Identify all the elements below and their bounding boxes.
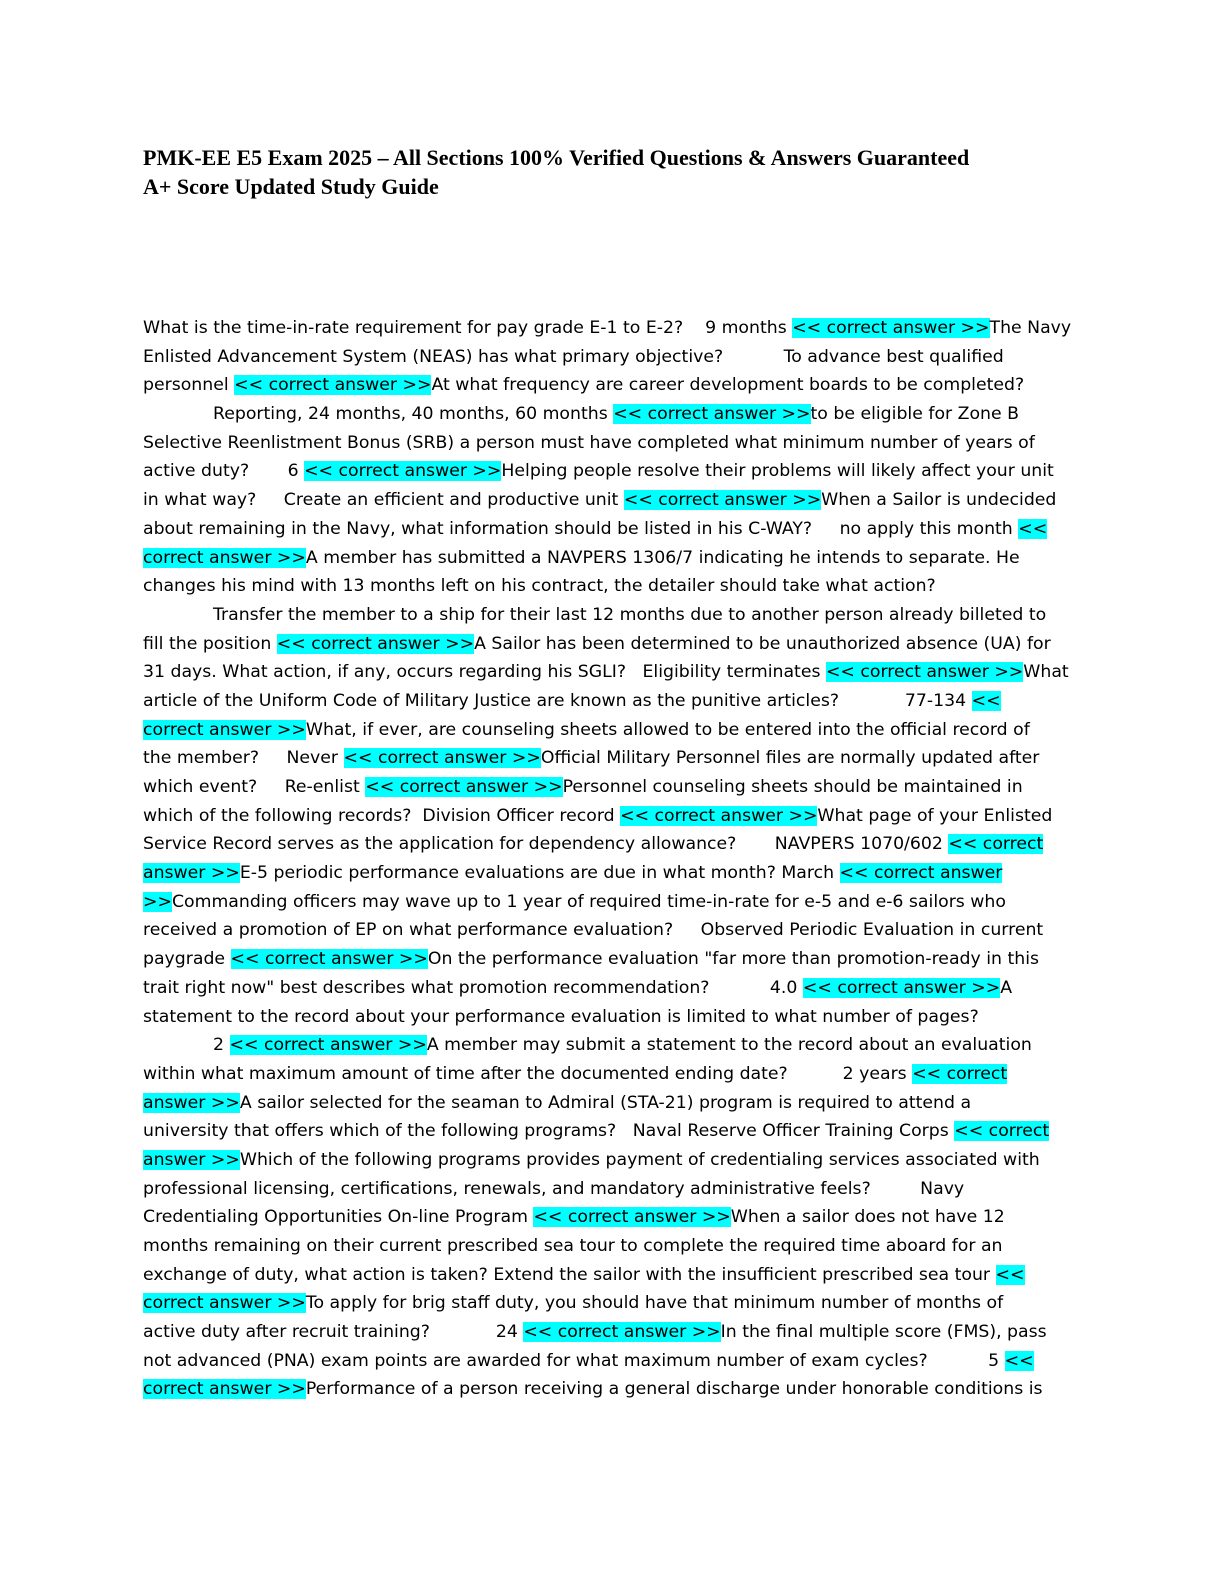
body-text-segment: Performance of a person receiving a general discharge under honorable conditions is	[305, 1379, 1043, 1400]
body-text-segment: What is the time-in-rate requirement for pay grade E-1 to E-2? 9 months	[143, 318, 793, 338]
body-line	[143, 974, 1078, 1003]
answer-marker-highlight: << correct answer >>	[234, 375, 432, 396]
body-line	[143, 773, 1078, 802]
body-line	[143, 1060, 1078, 1089]
body-line	[143, 343, 1078, 372]
answer-marker-highlight: << correct answer >>	[620, 805, 818, 826]
body-text-segment: 31 days. What action, if any, occurs regarding his SGLI? Eligibility terminates	[143, 662, 826, 683]
body-text-segment: Commanding officers may wave up to 1 year of required time-in-rate for e-5 and e-6 sailors who	[171, 891, 1006, 912]
body-line	[143, 1031, 1078, 1060]
answer-marker-highlight: << correct answer >>	[523, 1322, 721, 1343]
body-text-segment: about remaining in the Navy, what information should be listed in his C-WAY? no apply this month	[143, 518, 1019, 539]
body-line	[143, 314, 1078, 343]
body-line	[143, 400, 1078, 429]
body-text-segment: trait right now" best describes what promotion recommendation? 4.0	[143, 977, 803, 998]
body-text-segment: Reporting, 24 months, 40 months, 60 months	[213, 404, 614, 425]
body-line	[143, 515, 1078, 544]
body-line	[143, 429, 1078, 458]
answer-marker-highlight: << correct answer >>	[230, 949, 428, 970]
body-line	[143, 1003, 1078, 1032]
answer-marker-highlight: <<	[995, 1264, 1025, 1285]
body-text-segment: paygrade	[143, 949, 231, 970]
body-line	[143, 1261, 1078, 1290]
body-text-segment: Service Record serves as the application for dependency allowance? NAVPERS 1070/602	[143, 834, 949, 855]
body-text-segment: What	[1023, 662, 1069, 683]
body-text-segment: To apply for brig staff duty, you should have that minimum number of months of	[305, 1293, 1004, 1314]
body-text-segment: which event? Re-enlist	[143, 777, 366, 797]
answer-marker-highlight: << correct answer >>	[802, 977, 1001, 998]
answer-marker-highlight: << correct answer >>	[343, 748, 541, 769]
body-text-segment: A	[1000, 977, 1013, 998]
body-line	[143, 1289, 1078, 1318]
body-line	[143, 744, 1078, 773]
body-text-segment: Selective Reenlistment Bonus (SRB) a person must have completed what minimum number of years of	[143, 432, 1035, 453]
body-text-segment: A Sailor has been determined to be unauthorized absence (UA) for	[474, 633, 1051, 654]
body-line	[143, 371, 1078, 400]
body-text-segment: received a promotion of EP on what performance evaluation? Observed Periodic Evaluation in current	[143, 920, 1044, 941]
body-line	[143, 945, 1078, 974]
body-text-segment: changes his mind with 13 months left on his contract, the detailer should take what action?	[143, 576, 936, 597]
answer-marker-highlight: <<	[971, 690, 1001, 711]
answer-marker-highlight: correct answer >>	[143, 547, 306, 568]
body-text-segment: Credentialing Opportunities On-line Program	[143, 1207, 534, 1228]
body-line	[143, 544, 1078, 573]
body-text-segment: A member has submitted a NAVPERS 1306/7 indicating he intends to separate. He	[305, 547, 1020, 568]
answer-marker-highlight: answer >>	[143, 1149, 240, 1170]
body-text-segment: A member may submit a statement to the record about an evaluation	[426, 1035, 1032, 1056]
body-text-segment: On the performance evaluation "far more than promotion-ready in this	[427, 949, 1040, 970]
body-line	[143, 1175, 1078, 1204]
body-line	[143, 1375, 1078, 1404]
body-line	[143, 572, 1078, 601]
answer-marker-highlight: << correct	[912, 1063, 1008, 1084]
body-line	[143, 687, 1078, 716]
body-text-segment: not advanced (PNA) exam points are awarded for what maximum number of exam cycles? 5	[143, 1350, 1005, 1371]
qa-body-text	[143, 314, 1078, 1404]
answer-marker-highlight: << correct answer >>	[825, 662, 1024, 683]
body-text-segment: to be eligible for Zone B	[810, 404, 1019, 425]
body-text-segment: The Navy	[989, 318, 1072, 338]
answer-marker-highlight: correct answer >>	[143, 719, 306, 740]
body-text-segment: exchange of duty, what action is taken? Extend the sailor with the insufficient prescribed sea tour	[143, 1264, 996, 1285]
title-line-1: PMK-EE E5 Exam 2025 – All Sections 100% Verified Questions & Answers Guaranteed	[143, 145, 970, 170]
answer-marker-highlight: correct answer >>	[143, 1293, 306, 1314]
body-line	[143, 1318, 1078, 1347]
body-line	[143, 1089, 1078, 1118]
answer-marker-highlight: << correct answer	[839, 863, 1003, 884]
answer-marker-highlight: answer >>	[143, 863, 240, 884]
answer-marker-highlight: correct answer >>	[143, 1379, 306, 1400]
body-line	[143, 802, 1078, 831]
body-line	[143, 630, 1078, 659]
body-text-segment: What, if ever, are counseling sheets allowed to be entered into the official record of	[305, 719, 1030, 740]
body-text-segment: A sailor selected for the seaman to Admiral (STA-21) program is required to attend a	[239, 1092, 972, 1113]
answer-marker-highlight: >>	[143, 891, 172, 912]
body-text-segment: personnel	[143, 375, 235, 396]
answer-marker-highlight: << correct	[954, 1121, 1050, 1142]
answer-marker-highlight: <<	[1018, 518, 1048, 539]
answer-marker-highlight: <<	[1004, 1350, 1034, 1371]
body-text-segment: in what way? Create an efficient and productive unit	[143, 490, 624, 511]
body-text-segment: When a sailor does not have 12	[730, 1207, 1005, 1228]
answer-marker-highlight: answer >>	[143, 1092, 240, 1113]
answer-marker-highlight: << correct answer >>	[613, 404, 811, 425]
body-line	[143, 457, 1078, 486]
body-line	[143, 1347, 1078, 1376]
body-line	[143, 1203, 1078, 1232]
body-text-segment: 2	[213, 1035, 230, 1056]
body-line	[143, 830, 1078, 859]
answer-marker-highlight: << correct answer >>	[276, 633, 475, 654]
answer-marker-highlight: << correct answer >>	[304, 461, 502, 482]
body-line	[143, 601, 1078, 630]
body-text-segment: What page of your Enlisted	[817, 805, 1053, 826]
body-text-segment: Official Military Personnel files are normally updated after	[540, 748, 1040, 769]
body-text-segment: Helping people resolve their problems will likely affect your unit	[501, 461, 1054, 482]
body-text-segment: In the final multiple score (FMS), pass	[720, 1322, 1047, 1343]
body-text-segment: When a Sailor is undecided	[821, 490, 1057, 511]
body-text-segment: Which of the following programs provides payment of credentialing services associated with	[239, 1149, 1040, 1170]
body-line	[143, 716, 1078, 745]
answer-marker-highlight: << correct answer >>	[365, 777, 563, 797]
body-text-segment: active duty? 6	[143, 461, 305, 482]
body-text-segment: Personnel counseling sheets should be maintained in	[562, 777, 1023, 797]
answer-marker-highlight: << correct answer >>	[623, 490, 822, 511]
body-text-segment: which of the following records? Division Officer record	[143, 805, 621, 826]
body-text-segment: Enlisted Advancement System (NEAS) has what primary objective? To advance best qualified	[143, 346, 1004, 367]
body-line	[143, 916, 1078, 945]
body-text-segment: months remaining on their current prescribed sea tour to complete the required time aboard for an	[143, 1236, 1003, 1256]
answer-marker-highlight: << correct answer >>	[533, 1207, 731, 1228]
body-text-segment: university that offers which of the following programs? Naval Reserve Officer Training Corps	[143, 1121, 955, 1142]
body-line	[143, 486, 1078, 515]
document-title	[143, 143, 1103, 201]
body-line	[143, 1146, 1078, 1175]
body-line	[143, 658, 1078, 687]
body-text-segment: fill the position	[143, 633, 277, 654]
title-line-2: A+ Score Updated Study Guide	[143, 174, 439, 199]
body-text-segment: At what frequency are career development boards to be completed?	[431, 375, 1025, 396]
body-text-segment: the member? Never	[143, 748, 344, 769]
body-line	[143, 859, 1078, 888]
answer-marker-highlight: << correct answer >>	[229, 1035, 427, 1056]
body-text-segment: professional licensing, certifications, renewals, and mandatory administrative feels? Navy	[143, 1178, 965, 1199]
body-line	[143, 1232, 1078, 1261]
body-line	[143, 888, 1078, 917]
answer-marker-highlight: << correct answer >>	[792, 318, 990, 338]
body-line	[143, 1117, 1078, 1146]
body-text-segment: active duty after recruit training? 24	[143, 1322, 524, 1343]
body-text-segment: E-5 periodic performance evaluations are due in what month? March	[239, 863, 840, 884]
body-text-segment: statement to the record about your performance evaluation is limited to what number of pages?	[143, 1006, 979, 1027]
body-text-segment: Transfer the member to a ship for their last 12 months due to another person already billeted to	[213, 604, 1047, 625]
body-text-segment: within what maximum amount of time after the documented ending date? 2 years	[143, 1063, 913, 1084]
body-text-segment: article of the Uniform Code of Military Justice are known as the punitive articles? 77-134	[143, 690, 972, 711]
answer-marker-highlight: << correct	[948, 834, 1044, 855]
